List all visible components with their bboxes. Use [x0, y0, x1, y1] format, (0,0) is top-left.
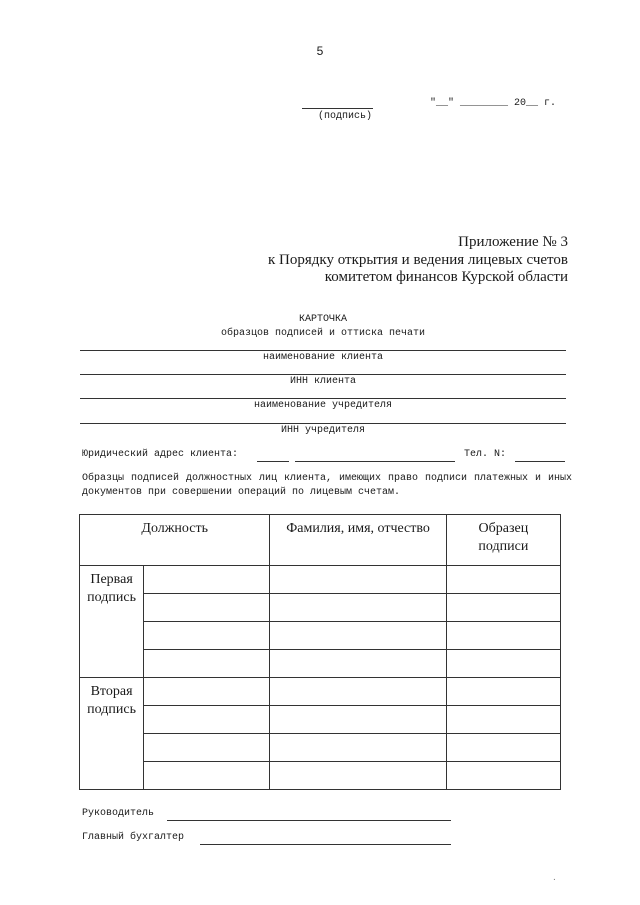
founder-name-caption: наименование учредителя [253, 400, 393, 411]
signature-cell[interactable] [446, 706, 560, 734]
card-subtitle: образцов подписей и оттиска печати [220, 328, 426, 339]
appendix-line-3: комитетом финансов Курской области [324, 269, 568, 285]
signature-cell[interactable] [446, 594, 560, 622]
accountant-signature-line [200, 844, 451, 845]
signature-caption: (подпись) [317, 111, 372, 122]
full-name-cell[interactable] [270, 762, 446, 790]
address-label: Юридический адрес клиента: [82, 449, 239, 460]
position-cell[interactable] [144, 734, 270, 762]
table-row [80, 566, 561, 594]
appendix-line-2: к Порядку открытия и ведения лицевых счетов [267, 252, 568, 268]
position-cell[interactable] [144, 566, 270, 594]
full-name-cell[interactable] [270, 594, 446, 622]
signature-cell[interactable] [446, 566, 560, 594]
signature-cell[interactable] [446, 650, 560, 678]
signature-cell[interactable] [446, 734, 560, 762]
full-name-cell[interactable] [270, 650, 446, 678]
header-signature-sample-text: Образец подписи [478, 521, 529, 554]
founder-inn-line [80, 423, 566, 424]
client-inn-line [80, 374, 566, 375]
full-name-cell[interactable] [270, 678, 446, 706]
address-blank-1 [257, 461, 289, 462]
footer-mark: . [553, 872, 556, 883]
appendix-line-1: Приложение № 3 [458, 234, 568, 250]
head-signature-line [167, 820, 451, 821]
table-row [80, 594, 561, 622]
table-header-row [80, 515, 561, 566]
second-signature-group [80, 678, 144, 790]
address-blank-2 [295, 461, 455, 462]
accountant-label: Главный бухгалтер [82, 832, 185, 843]
client-name-line [80, 350, 566, 351]
phone-blank [515, 461, 565, 462]
founder-name-line [80, 398, 566, 399]
position-cell[interactable] [144, 594, 270, 622]
head-label: Руководитель [82, 808, 155, 819]
second-signature-label: Вторая подпись [87, 684, 136, 717]
position-cell[interactable] [144, 678, 270, 706]
date-field: "__" ________ 20__ г. [430, 98, 557, 109]
phone-label: Тел. N: [464, 449, 507, 460]
table-row [80, 706, 561, 734]
page-number: 5 [316, 44, 324, 58]
signature-cell[interactable] [446, 622, 560, 650]
signature-line [302, 108, 373, 109]
description-text: Образцы подписей должностных лиц клиента, имеющих право подписи платежных и иных документов при совершении операций по лицевым счетам. [82, 473, 572, 498]
table-row [80, 762, 561, 790]
full-name-cell[interactable] [270, 706, 446, 734]
table-row [80, 650, 561, 678]
first-signature-group [80, 566, 144, 678]
position-cell[interactable] [144, 650, 270, 678]
full-name-cell[interactable] [270, 622, 446, 650]
position-cell[interactable] [144, 762, 270, 790]
full-name-cell[interactable] [270, 734, 446, 762]
full-name-cell[interactable] [270, 566, 446, 594]
position-cell[interactable] [144, 706, 270, 734]
header-full-name: Фамилия, имя, отчество [270, 515, 446, 566]
table-row [80, 622, 561, 650]
header-position: Должность [80, 515, 270, 566]
header-signature-sample [446, 515, 560, 566]
signature-cell[interactable] [446, 762, 560, 790]
client-inn-caption: ИНН клиента [289, 376, 356, 387]
card-title: КАРТОЧКА [298, 314, 347, 325]
client-name-caption: наименование клиента [262, 352, 384, 363]
first-signature-label: Первая подпись [87, 572, 136, 605]
signature-cell[interactable] [446, 678, 560, 706]
signature-samples-table [79, 514, 561, 790]
table-row [80, 734, 561, 762]
table-row [80, 678, 561, 706]
founder-inn-caption: ИНН учредителя [280, 425, 365, 436]
position-cell[interactable] [144, 622, 270, 650]
